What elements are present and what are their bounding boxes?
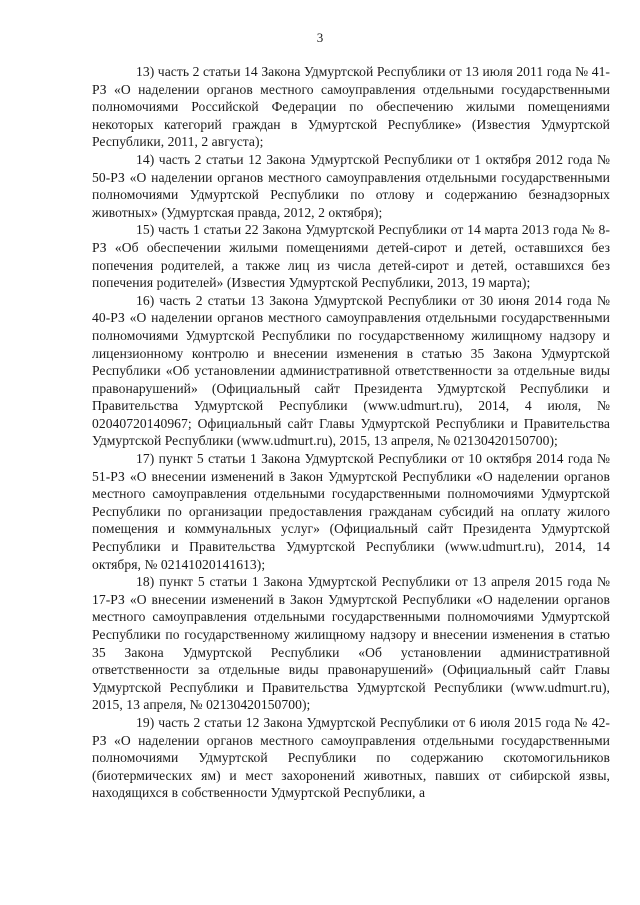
list-item-19: 19) часть 2 статьи 12 Закона Удмуртской Республики от 6 июля 2015 года № 42-РЗ «О наделении органов местного самоуправления отдельными государственными полномочиями Удмуртской Республики по содержанию скотомогильников (биотермических ям) и мест захоронений животных, павших от сибирской язвы, находящихся в собственности Удмуртской Республики, а bbox=[92, 714, 610, 801]
list-item-17: 17) пункт 5 статьи 1 Закона Удмуртской Республики от 10 октября 2014 года № 51-РЗ «О внесении изменений в Закон Удмуртской Республики «О наделении органов местного самоуправления отдельными государственными полномочиями Удмуртской Республики по организации предоставления гражданам субсидий на оплату жилого помещения и коммунальных услуг» (Официальный сайт Президента Удмуртской Республики и Правительства Удмуртской Республики (www.udmurt.ru), 2014, 14 октября, № 02141020141613); bbox=[92, 451, 610, 572]
list-item-15: 15) часть 1 статьи 22 Закона Удмуртской Республики от 14 марта 2013 года № 8-РЗ «Об обеспечении жилыми помещениями детей-сирот и детей, оставшихся без попечения родителей, а также лиц из числа детей-сирот и детей, оставшихся без попечения родителей» (Известия Удмуртской Республики, 2013, 19 марта); bbox=[92, 222, 610, 291]
document-body bbox=[92, 63, 610, 802]
page-number: 3 bbox=[316, 30, 324, 45]
list-item-13: 13) часть 2 статьи 14 Закона Удмуртской Республики от 13 июля 2011 года № 41-РЗ «О наделении органов местного самоуправления отдельными государственными полномочиями Российской Федерации по обеспечению жилыми помещениями некоторых категорий граждан в Удмуртской Республике» (Известия Удмуртской Республики, 2011, 2 августа); bbox=[92, 64, 610, 150]
list-item-18: 18) пункт 5 статьи 1 Закона Удмуртской Республики от 13 апреля 2015 года № 17-РЗ «О внесении изменений в Закон Удмуртской Республики «О наделении органов местного самоуправления отдельными государственными полномочиями Удмуртской Республики по государственному жилищному надзору и внесении изменения в статью 35 Закона Удмуртской Республики «Об установлении административной ответственности за отдельные виды правонарушений» (Официальный сайт Главы Удмуртской Республики и Правительства Удмуртской Республики (www.udmurt.ru), 2015, 13 апреля, № 02130420150700); bbox=[92, 574, 610, 713]
list-item-14: 14) часть 2 статьи 12 Закона Удмуртской Республики от 1 октября 2012 года № 50-РЗ «О наделении органов местного самоуправления отдельными государственными полномочиями Удмуртской Республики по отлову и содержанию безнадзорных животных» (Удмуртская правда, 2012, 2 октября); bbox=[92, 151, 610, 220]
list-item-16: 16) часть 2 статьи 13 Закона Удмуртской Республики от 30 июня 2014 года № 40-РЗ «О наделении органов местного самоуправления отдельными государственными полномочиями Удмуртской Республики по государственному жилищному надзору и лицензионному контролю и внесении изменения в статью 35 Закона Удмуртской Республики «Об установлении административной ответственности за отдельные виды правонарушений» (Официальный сайт Президента Удмуртской Республики и Правительства Удмуртской Республики (www.udmurt.ru), 2014, 4 июля, № 02040720140967; Официальный сайт Главы Удмуртской Республики и Правительства Удмуртской Республики (www.udmurt.ru), 2015, 13 апреля, № 02130420150700); bbox=[92, 292, 610, 449]
